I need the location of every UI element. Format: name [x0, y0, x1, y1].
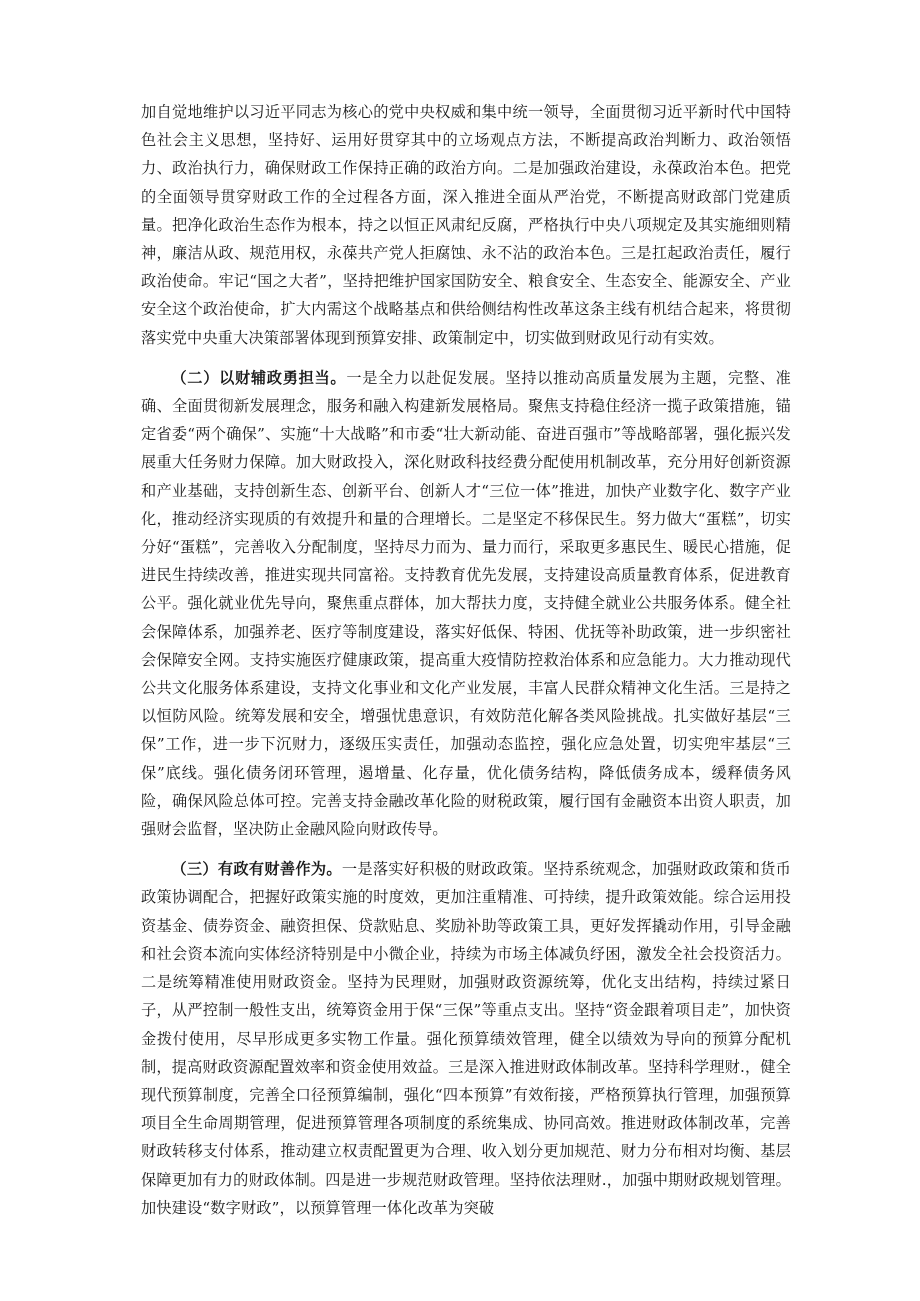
- paragraph-3-heading: （三）有政有财善作为。: [171, 860, 342, 879]
- paragraph-1-text: 加自觉地维护以习近平同志为核心的党中央权威和集中统一领导，全面贯彻习近平新时代中国特色社会主义思想，坚持好、运用好贯穿其中的立场观点方法，不断提高政治判断力、政治领悟力、政治执行力，确保财政工作保持正确的政治方向。二是加强政治建设，永葆政治本色。把党的全面领导贯穿财政工作的全过程各方面，深入推进全面从严治党，不断提高财政部门党建质量。把净化政治生态作为根本，持之以恒正风肃纪反腐，严格执行中央八项规定及其实施细则精神，廉洁从政、规范用权，永葆共产党人拒腐蚀、永不沾的政治本色。三是扛起政治责任，履行政治使命。牢记“国之大者”，坚持把维护国家国防安全、粮食安全、生态安全、能源安全、产业安全这个政治使命，扩大内需这个战略基点和供给侧结构性改革这条主线有机结合起来，将贯彻落实党中央重大决策部署体现到预算安排、政策制定中，切实做到财政见行动有实效。: [141, 103, 791, 347]
- document-body: [141, 98, 791, 1234]
- paragraph-2: [141, 364, 791, 843]
- paragraph-2-heading: （二）以财辅政勇担当。: [171, 368, 347, 387]
- paragraph-1: [141, 98, 791, 352]
- paragraph-2-text: 一是全力以赴促发展。坚持以推动高质量发展为主题，完整、准确、全面贯彻新发展理念，服务和融入构建新发展格局。聚焦支持稳住经济一揽子政策措施，锚定省委“两个确保”、实施“十大战略”和市委“壮大新动能、奋进百强市”等战略部署，强化振兴发展重大任务财力保障。加大财政投入，深化财政科技经费分配使用机制改革，充分用好创新资源和产业基础，支持创新生态、创新平台、创新人才“三位一体”推进，加快产业数字化、数字产业化，推动经济实现质的有效提升和量的合理增长。二是坚定不移保民生。努力做大“蛋糕”，切实分好“蛋糕”，完善收入分配制度，坚持尽力而为、量力而行，采取更多惠民生、暖民心措施，促进民生持续改善，推进实现共同富裕。支持教育优先发展，支持建设高质量教育体系，促进教育公平。强化就业优先导向，聚焦重点群体，加大帮扶力度，支持健全就业公共服务体系。健全社会保障体系，加强养老、医疗等制度建设，落实好低保、特困、优抚等补助政策，进一步织密社会保障安全网。支持实施医疗健康政策，提高重大疫情防控救治体系和应急能力。大力推动现代公共文化服务体系建设，支持文化事业和文化产业发展，丰富人民群众精神文化生活。三是持之以恒防风险。统筹发展和安全，增强忧患意识，有效防范化解各类风险挑战。扎实做好基层“三保”工作，进一步下沉财力，逐级压实责任，加强动态监控，强化应急处置，切实兜牢基层“三保”底线。强化债务闭环管理，遏增量、化存量，优化债务结构，降低债务成本，缓释债务风险，确保风险总体可控。完善支持金融改革化险的财税政策，履行国有金融资本出资人职责，加强财会监督，坚决防止金融风险向财政传导。: [141, 368, 791, 839]
- paragraph-3-text: 一是落实好积极的财政政策。坚持系统观念，加强财政政策和货币政策协调配合，把握好政策实施的时度效，更加注重精准、可持续，提升政策效能。综合运用投资基金、债券资金、融资担保、贷款贴息、奖励补助等政策工具，更好发挥撬动作用，引导金融和社会资本流向实体经济特别是中小微企业，持续为市场主体减负纾困，激发全社会投资活力。二是统筹精准使用财政资金。坚持为民理财，加强财政资源统筹，优化支出结构，持续过紧日子，从严控制一般性支出，统筹资金用于保“三保”等重点支出。坚持“资金跟着项目走”，加快资金拨付使用，尽早形成更多实物工作量。强化预算绩效管理，健全以绩效为导向的预算分配机制，提高财政资源配置效率和资金使用效益。三是深入推进财政体制改革。坚持科学理财.，健全现代预算制度，完善全口径预算编制，强化“四本预算”有效衔接，严格预算执行管理，加强预算项目全生命周期管理，促进预算管理各项制度的系统集成、协同高效。推进财政体制改革，完善财政转移支付体系，推动建立权责配置更为合理、收入划分更加规范、财力分布相对均衡、基层保障更加有力的财政体制。四是进一步规范财政管理。坚持依法理财.，加强中期财政规划管理。加快建设“数字财政”，以预算管理一体化改革为突破: [141, 860, 791, 1217]
- paragraph-3: [141, 855, 791, 1222]
